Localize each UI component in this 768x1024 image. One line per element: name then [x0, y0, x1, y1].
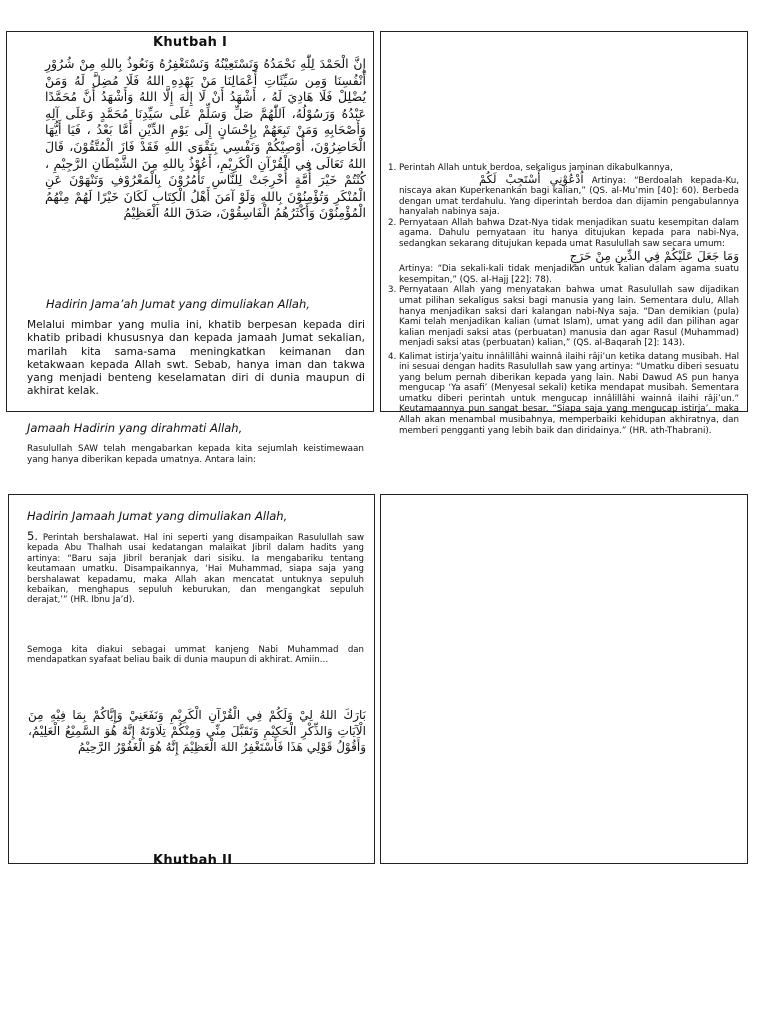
list-item: [399, 352, 739, 436]
point-2-translation: Artinya: “Dia sekali-kali tidak menjadikan untuk kalian dalam agama suatu kesempitan,” (QS. al-Hajj [22]: 78).: [399, 264, 739, 285]
point-2-text: Pernyataan Allah bahwa Dzat-Nya tidak menjadikan suatu kesempitan dalam agama. Dahulu pernyataan itu hanya ditujukan kepada para nabi-Nya, sedangkan sekarang ditujukan kepada umat Rasulullah saw secara umum:: [399, 217, 739, 249]
point-1-translation: Artinya: “Berdoalah kepada-Ku, niscaya akan Kuperkenankan bagi kalian,” (QS. al-Mu’min [40]: 60). Berbeda dengan umat terdahulu. Yang diperintah berdoa dan dijamin pengabulannya hanyalah nabinya saja.: [399, 175, 739, 218]
khutbah-2-title: Khutbah II: [153, 853, 233, 868]
list-item: [399, 218, 739, 286]
point-2-arabic: وَمَا جَعَلَ عَلَيْكُمْ فِي الدِّينِ مِنْ حَرَجٍ: [569, 249, 739, 264]
point-3-text: Pernyataan Allah yang menyatakan bahwa umat Rasulullah saw dijadikan umat pilihan sekaligus saksi bagi manusia yang lain. Sementara dulu, Allah hanya menjadikan saksi dari kalangan nabi-Nya saja. “Dan demikian (pula) Kami telah menjadikan kalian (umat Islam), umat yang adil dan pilihan agar kalian menjadi saksi atas (perbuatan) manusia dan agar Rasul (Muhammad) menjadi saksi atas (perbuatan) kalian,” (QS. al-Baqarah [2]: 143).: [399, 285, 739, 349]
opening-paragraph: Melalui mimbar yang mulia ini, khatib berpesan kepada diri khatib pribadi khususnya dan kepada jamaah Jumat sekalian, marilah kita sama-sama meningkatkan keimanan dan ketakwaan kepada Allah swt. Sebab, hanya iman dan takwa yang menjadi benteng keselamatan diri di dunia maupun di akhirat kelak.: [27, 319, 365, 398]
point-5-number: 5.: [27, 529, 38, 543]
list-item: [399, 163, 739, 218]
salutation-jamaah: Jamaah Hadirin yang dirahmati Allah,: [27, 421, 243, 435]
arabic-opening-text: إِنَّ الْحَمْدَ لِلّٰهِ نَحْمَدُهُ وَنَسْتَعِيْنُهُ وَنَسْتَغْفِرُهُ وَنَعُوذُ بِاللهِ مِنْ شُرُوْرِ أَنْفُسِنَا وَمِن سَيِّئَاتِ أَعْمَالِنَا مَنْ يَهْدِهِ اللهُ فَلَا مُضِلَّ لَهُ وَمَنْ يُضْلِلْ فَلَا هَادِيَ لَهُ ، أَشْهَدُ أَنْ لَا إِلٰهَ إِلَّا اللهُ وَأَشْهَدُ أَنَّ مُحَمَّدًا عَبْدُهُ وَرَسُوْلُهُ، اَللّٰهُمَّ صَلِّ وَسَلِّمْ عَلَى سَيِّدِنَا مُحَمَّدٍ وَعَلَى آلِهِ وَأَصْحَابِهِ وَمَنْ تَبِعَهُمْ بِإِحْسَانٍ إِلَى يَوْمِ الدِّيْنِ أَمَّا بَعْدُ ، فَيَا أَيُّهَا الْحَاضِرُوْنَ، أُوْصِيْكُمْ وَنَفْسِي بِتَقْوَى اللهِ فَقَدْ فَازَ الْمُتَّقُوْنَ، قَالَ اللهُ تَعَالَى فِي الْقُرْآنِ الْكَرِيْمِ، أَعُوْذُ بِاللهِ مِنَ الشَّيْطَانِ الرَّجِيْمِ ، كُنْتُمْ خَيْرَ أُمَّةٍ أُخْرِجَتْ لِلنَّاسِ تَأْمُرُوْنَ بِالْمَعْرُوْفِ وَتَنْهَوْنَ عَنِ الْمُنْكَرِ وَتُؤْمِنُوْنَ بِاللهِ وَلَوْ آمَنَ أَهْلُ الْكِتَابِ لَكَانَ خَيْرًا لَهُمْ مِنْهُمُ الْمُؤْمِنُوْنَ وَأَكْثَرُهُمُ الْفَاسِقُوْنَ، صَدَقَ اللهُ الْعَظِيْمُ: [45, 56, 366, 221]
list-item: [399, 285, 739, 348]
point-4-text: Kalimat istirja’yaitu innâlillâhi wainnâ ilaihi râji’un ketika datang musibah. Hal ini sesuai dengan hadits Rasulullah saw yang artinya: “Umatku diberi sesuatu yang belum pernah diberikan kepada yang lain. Nabi Dawud AS pun hanya mengucap ‘Ya asafi’ (Menyesal sekali) ketika mendapat musibah. Sementara umatku diberi perintah untuk mengucap innâlillâhi wainnâ ilaihi râji’un.” Keutamaannya pun sangat besar. “Siapa saja yang mengucap istirja’, maka Allah akan menambal musibahnya, memperbaiki kehidupan akhiratnya, dan memberi pengganti yang lebih baik dan diridainya.” (HR. ath-Thabrani).: [399, 351, 739, 436]
empty-panel: [380, 494, 748, 864]
point-1-arabic: اُدْعُوْنِي أَسْتَجِبْ لَكُمْ: [479, 171, 584, 186]
salutation-hadirin: Hadirin Jama’ah Jumat yang dimuliakan Allah,: [46, 297, 310, 311]
salutation-closing: Hadirin Jamaah Jumat yang dimuliakan Allah,: [27, 509, 288, 523]
point-1-text: Perintah Allah untuk berdoa, sekaligus jaminan dikabulkannya,: [399, 163, 673, 173]
closing-prayer: Semoga kita diakui sebagai ummat kanjeng Nabi Muhammad dan mendapatkan syafaat beliau baik di dunia maupun di akhirat. Amiin…: [27, 645, 364, 666]
point-5-text: Perintah bershalawat. Hal ini seperti yang disampaikan Rasulullah saw kepada Abu Thalhah usai kedatangan malaikat Jibril dalam hadits yang artinya: “Baru saja Jibril beranjak dari sisiku. Ia mengabariku tentang keutamaan umatku. Disampaikannya, ‘Hai Muhammad, siapa saja yang bershalawat kepadamu, maka Allah akan mencatat untuknya sepuluh kebaikan, menghapus sepuluh keburukan, dan mengangkat sepuluh derajat,’” (HR. Ibnu Ja’d).: [27, 533, 364, 606]
intro-paragraph: Rasulullah SAW telah mengabarkan kepada kita sejumlah keistimewaan yang hanya diberikan kepada umatnya. Antara lain:: [27, 444, 364, 466]
khutbah-1-title: Khutbah I: [153, 35, 228, 50]
arabic-closing-text: بَارَكَ اللهُ لِيْ وَلَكُمْ فِي الْقُرْآنِ الْكَرِيْمِ وَنَفَعَنِيْ وَإِيَّاكُمْ بِمَا فِيْهِ مِنَ الْآيَاتِ وَالذِّكْرِ الْحَكِيْمِ وَتَقَبَّلَ مِنِّي وَمِنْكُمْ تِلَاوَتَهُ إِنَّهُ هُوَ السَّمِيْعُ الْعَلِيْمُ، وَأَقُوْلُ قَوْلِي هَذَا فَأَسْتَغْفِرُ اللهَ الْعَظِيْمَ إِنَّهُ هُوَ الْغَفُوْرُ الرَّحِيْمُ: [28, 708, 366, 754]
point-5-paragraph: [27, 531, 364, 606]
keistimewaan-list: [382, 163, 739, 436]
